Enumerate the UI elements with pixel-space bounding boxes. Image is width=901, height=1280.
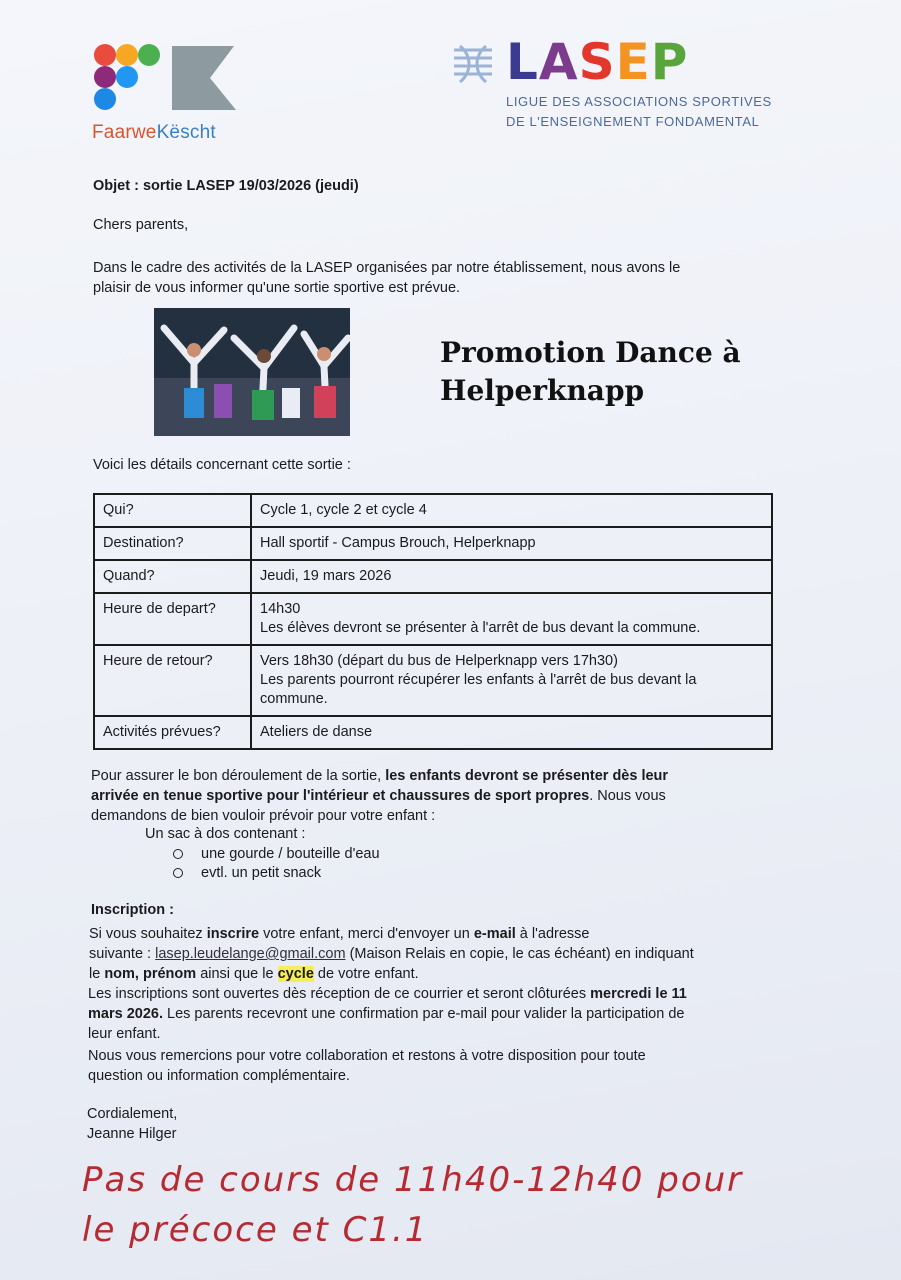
handwritten-note-line-2: le précoce et C1.1 bbox=[82, 1210, 429, 1250]
text-run: Les parents recevront une confirmation par e-mail pour valider la participation de bbox=[162, 1006, 685, 1022]
dance-photo bbox=[154, 308, 350, 436]
text-run-bold: mercredi le 11 bbox=[590, 986, 687, 1002]
details-value-line: Cycle 1, cycle 2 et cycle 4 bbox=[260, 502, 427, 518]
letter-object: Objet : sortie LASEP 19/03/2026 (jeudi) bbox=[93, 178, 359, 194]
text-run: (Maison Relais en copie, le cas échéant) en indiquant bbox=[345, 946, 694, 962]
table-row bbox=[94, 560, 772, 593]
list-item bbox=[173, 863, 321, 883]
faarwe-keescht-logo bbox=[90, 42, 250, 142]
details-value-line: Hall sportif - Campus Brouch, Helperknapp bbox=[260, 535, 536, 551]
instructions-line-1 bbox=[91, 766, 668, 786]
lasep-letter: L bbox=[506, 33, 539, 91]
text-run: suivante : bbox=[89, 946, 156, 962]
list-item-text: une gourde / bouteille d'eau bbox=[201, 846, 380, 862]
headline-line-1: Promotion Dance à bbox=[440, 336, 741, 369]
text-run-bold: e-mail bbox=[473, 926, 516, 942]
inscription-line-1 bbox=[89, 924, 589, 944]
logo-text-faarwe: Faarwe bbox=[92, 122, 157, 143]
email-link[interactable]: lasep.leudelange@gmail.com bbox=[155, 946, 346, 962]
inscription-line-5 bbox=[88, 1004, 684, 1024]
details-key: Destination? bbox=[94, 527, 251, 560]
details-value bbox=[251, 527, 772, 560]
event-headline bbox=[440, 334, 741, 410]
logo-dot bbox=[94, 44, 116, 66]
text-run-bold: mars 2026. bbox=[88, 1006, 163, 1022]
bullet-circle-icon bbox=[173, 868, 183, 878]
table-row bbox=[94, 645, 772, 716]
instructions-line-2 bbox=[91, 786, 666, 806]
lasep-letter: A bbox=[538, 33, 579, 91]
inscription-line-2 bbox=[89, 944, 694, 964]
k-shape-icon bbox=[170, 44, 240, 114]
details-key: Heure de depart? bbox=[94, 593, 251, 645]
inscription-title: Inscription : bbox=[91, 902, 174, 918]
letter-greeting: Chers parents, bbox=[93, 217, 189, 233]
intro-line-1: Dans le cadre des activités de la LASEP organisées par notre établissement, nous avons le bbox=[93, 260, 681, 276]
logo-dot bbox=[116, 66, 138, 88]
text-run-bold: nom, prénom bbox=[104, 966, 197, 982]
text-run-bold: les enfants devront se présenter dès leur bbox=[385, 768, 669, 784]
lasep-wordmark bbox=[506, 34, 688, 90]
bag-label: Un sac à dos contenant : bbox=[145, 826, 306, 842]
details-key: Heure de retour? bbox=[94, 645, 251, 716]
lasep-letter: S bbox=[578, 33, 616, 91]
details-table bbox=[93, 493, 773, 750]
details-value-line: 14h30 bbox=[260, 601, 301, 617]
lasep-letter: E bbox=[615, 33, 651, 91]
text-run: à l'adresse bbox=[515, 926, 590, 942]
text-run: Si vous souhaitez bbox=[89, 926, 207, 942]
text-run: Pour assurer le bon déroulement de la sortie, bbox=[91, 768, 386, 784]
signature-name: Jeanne Hilger bbox=[87, 1126, 177, 1142]
details-key: Activités prévues? bbox=[94, 716, 251, 749]
logo-dot bbox=[94, 66, 116, 88]
text-run-bold: arrivée en tenue sportive pour l'intérieur et chaussures de sport propres bbox=[91, 788, 590, 804]
details-value-line: Jeudi, 19 mars 2026 bbox=[260, 568, 392, 584]
details-value bbox=[251, 716, 772, 749]
faarwe-keescht-wordmark bbox=[92, 122, 216, 144]
details-value bbox=[251, 494, 772, 527]
text-run: Les inscriptions sont ouvertes dès réception de ce courrier et seront clôturées bbox=[88, 986, 591, 1002]
details-value bbox=[251, 645, 772, 716]
lasep-subtitle bbox=[506, 92, 772, 132]
details-key: Qui? bbox=[94, 494, 251, 527]
inscription-line-6: leur enfant. bbox=[88, 1026, 161, 1042]
inscription-line-3 bbox=[89, 964, 419, 984]
list-item bbox=[173, 844, 380, 864]
text-run: . Nous vous bbox=[589, 788, 666, 804]
bullet-circle-icon bbox=[173, 849, 183, 859]
list-item-text: evtl. un petit snack bbox=[201, 865, 322, 881]
text-run: le bbox=[89, 966, 105, 982]
table-row bbox=[94, 716, 772, 749]
details-value-line-2: Les élèves devront se présenter à l'arrêt de bus devant la commune. bbox=[260, 620, 701, 636]
inscription-line-7: Nous vous remercions pour votre collaboration et restons à votre disposition pour toute bbox=[88, 1048, 646, 1064]
headline-line-2: Helperknapp bbox=[440, 374, 645, 407]
logo-dot bbox=[116, 44, 138, 66]
lasep-emblem-icon bbox=[450, 44, 496, 84]
dancers-image bbox=[154, 308, 350, 436]
table-row bbox=[94, 527, 772, 560]
logo-dot bbox=[138, 44, 160, 66]
text-run: votre enfant, merci d'envoyer un bbox=[259, 926, 474, 942]
inscription-line-8: question ou information complémentaire. bbox=[88, 1068, 350, 1084]
text-run-bold: inscrire bbox=[206, 926, 260, 942]
lasep-subtitle-line2: DE L'ENSEIGNEMENT FONDAMENTAL bbox=[506, 114, 760, 129]
lasep-logo bbox=[450, 33, 790, 136]
closing: Cordialement, bbox=[87, 1106, 178, 1122]
handwritten-note-line-1: Pas de cours de 11h40-12h40 pour bbox=[82, 1160, 744, 1200]
inscription-line-4 bbox=[88, 984, 687, 1004]
details-value-line-2: Les parents pourront récupérer les enfants à l'arrêt de bus devant la commune. bbox=[260, 672, 697, 707]
details-value bbox=[251, 560, 772, 593]
details-intro: Voici les détails concernant cette sortie : bbox=[93, 457, 351, 473]
highlighted-cycle: cycle bbox=[277, 966, 314, 982]
table-row bbox=[94, 494, 772, 527]
lasep-subtitle-line1: LIGUE DES ASSOCIATIONS SPORTIVES bbox=[506, 94, 772, 109]
intro-line-2: plaisir de vous informer qu'une sortie sportive est prévue. bbox=[93, 280, 461, 296]
lasep-letter: P bbox=[650, 33, 689, 91]
table-row bbox=[94, 593, 772, 645]
instructions-line-3: demandons de bien vouloir prévoir pour votre enfant : bbox=[91, 808, 436, 824]
details-key: Quand? bbox=[94, 560, 251, 593]
details-value-line: Ateliers de danse bbox=[260, 724, 373, 740]
logo-dot bbox=[94, 88, 116, 110]
text-run: de votre enfant. bbox=[313, 966, 419, 982]
logo-text-keescht: Këscht bbox=[156, 122, 216, 143]
details-value bbox=[251, 593, 772, 645]
text-run: ainsi que le bbox=[196, 966, 278, 982]
details-value-line: Vers 18h30 (départ du bus de Helperknapp vers 17h30) bbox=[260, 653, 618, 669]
